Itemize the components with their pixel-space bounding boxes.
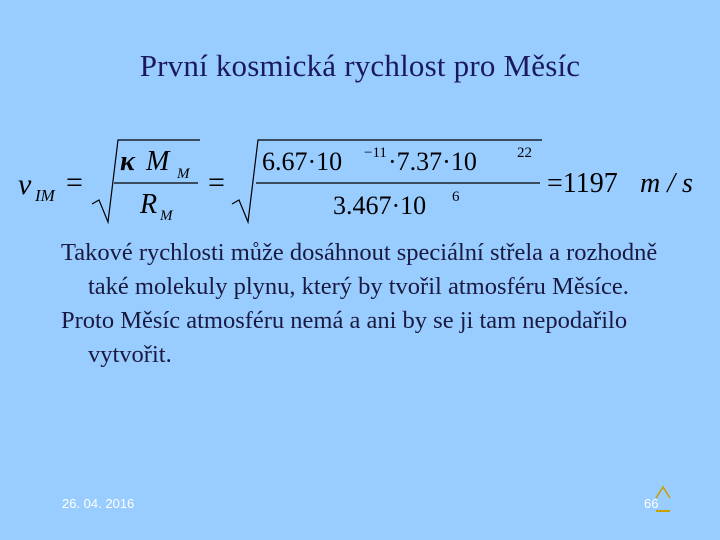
formula-radius: R bbox=[140, 189, 158, 220]
formula-eq-2: = bbox=[208, 166, 225, 199]
formula-radius-sub: M bbox=[160, 208, 173, 224]
slide-title: První kosmická rychlost pro Měsíc bbox=[139, 48, 581, 83]
paragraph: Proto Měsíc atmosféru nemá a ani by se ji tam nepodařilo vytvořit. bbox=[61, 307, 628, 368]
formula-lhs: v bbox=[18, 168, 32, 201]
formula-mass: M bbox=[146, 146, 170, 177]
formula-num-a: 6.67·10 bbox=[262, 147, 343, 176]
footer-date: 26. 04. 2016 bbox=[62, 496, 135, 511]
formula-kappa: κ bbox=[120, 146, 135, 177]
formula-lhs-sub: IM bbox=[35, 186, 55, 205]
formula-num-a-exp: −11 bbox=[364, 145, 387, 161]
formula-num-b-exp: 22 bbox=[517, 145, 532, 161]
formula-num-b: ·7.37·10 bbox=[388, 147, 477, 176]
formula-unit: m / s bbox=[640, 168, 693, 199]
paragraph: Takové rychlosti může dosáhnout speciální střela a rozhodně také molekuly plynu, který by tvořil atmosféru Měsíce. bbox=[61, 239, 658, 300]
formula-den: 3.467·10 bbox=[333, 191, 427, 220]
page-number: 66 bbox=[644, 496, 659, 511]
formula-den-exp: 6 bbox=[452, 189, 460, 205]
velocity-formula bbox=[0, 130, 720, 240]
slide-body bbox=[61, 236, 681, 372]
formula-eq-1: = bbox=[66, 166, 83, 199]
home-up-arrow-icon[interactable] bbox=[652, 484, 674, 514]
formula-mass-sub: M bbox=[177, 166, 190, 182]
formula-result: =1197 bbox=[547, 168, 618, 199]
